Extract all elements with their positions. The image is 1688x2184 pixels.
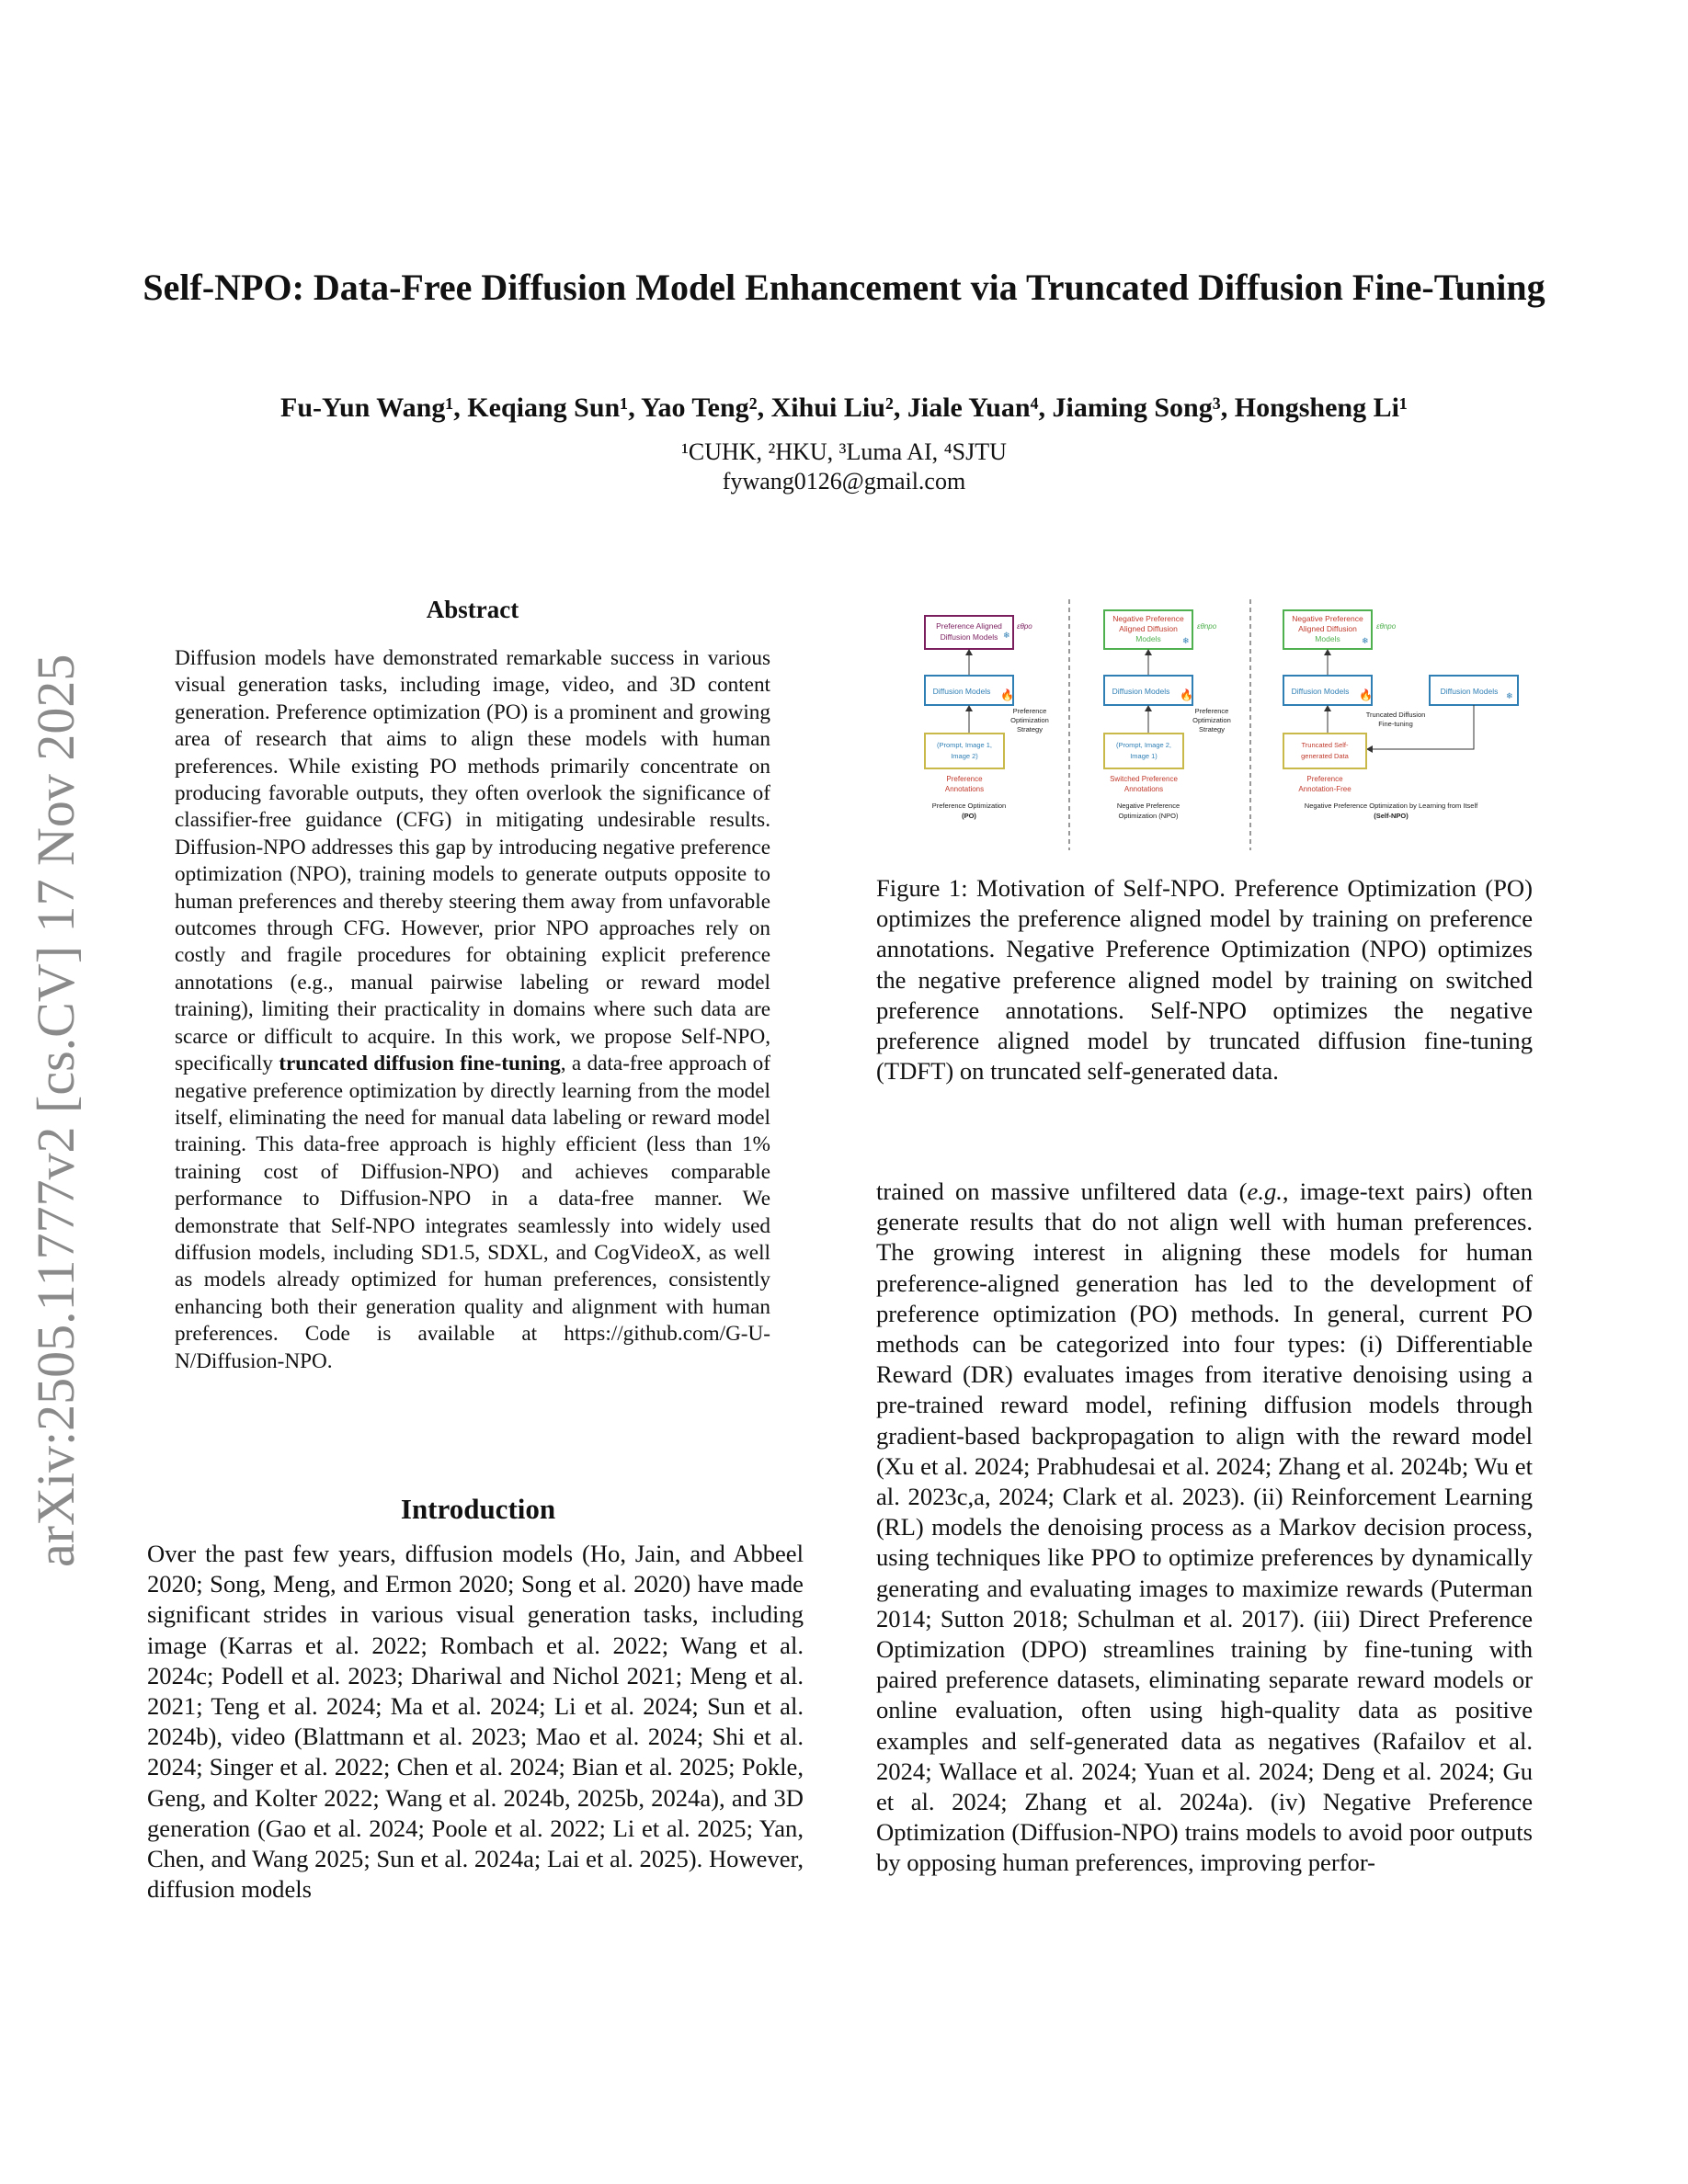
arxiv-id-text: arXiv:2505.11777v2 [cs.CV] 17 Nov 2025: [26, 654, 86, 1567]
npo-strategy-2: Optimization: [1192, 716, 1231, 724]
paper-title: Self-NPO: Data-Free Diffusion Model Enhancement via Truncated Diffusion Fine-Tuning: [143, 267, 1545, 308]
panel-npo: [1104, 610, 1231, 820]
self-tdft-2: Fine-tuning: [1378, 720, 1413, 728]
intro-right-part1: trained on massive unfiltered data (: [876, 1177, 1248, 1205]
panel-po: [925, 616, 1049, 820]
self-data-1: Truncated Self-: [1301, 741, 1349, 749]
npo-annot-2: Annotations: [1123, 785, 1164, 793]
intro-right-eg: e.g.: [1247, 1177, 1283, 1205]
contact-email[interactable]: fywang0126@gmail.com: [722, 468, 966, 495]
self-label-1: Negative Preference Optimization by Learning from Itself: [1304, 802, 1478, 810]
figure-1-diagram: [908, 597, 1534, 850]
figure-1-caption: Figure 1: Motivation of Self-NPO. Preference Optimization (PO) optimizes the preference aligned model by training on preference annotations. Negative Preference Optimization (NPO) optimizes the negative preference aligned model by training on switched preference annotations. Self-NPO optimizes the negative preference aligned model by truncated diffusion fine-tuning (TDFT) on truncated self-generated data.: [876, 874, 1533, 1086]
abstract-text-part1: Diffusion models have demonstrated remarkable success in various visual generation tasks, including image, video, and 3D content generation. Preference optimization (PO) is a prominent and growing area of research that aims to align these models with human preferences. While existing PO methods primarily concentrate on producing favorable outputs, they often overlook the significance of classifier-free guidance (CFG) in mitigating undesirable results. Diffusion-NPO addresses this gap by introducing negative preference optimization (NPO), training models to generate outputs opposite to human preferences and thereby steering them away from unfavorable outcomes through CFG. However, prior NPO approaches rely on costly and fragile procedures for obtaining explicit preference annotations (e.g., manual pairwise labeling or reward model training), limiting their practicality in domains where such data are scarce or difficult to acquire. In this work, we propose Self-NPO, specifically: [175, 646, 770, 1076]
po-arrowhead-up: [965, 649, 973, 655]
po-label-2: (PO): [962, 812, 976, 820]
snowflake-icon: ❄: [1182, 636, 1190, 645]
po-data-1: (Prompt, Image 1,: [936, 741, 993, 749]
self-annot-2: Annotation-Free: [1298, 785, 1352, 793]
self-diffusion-label: Diffusion Models: [1291, 687, 1350, 696]
npo-aligned-label-2: Aligned Diffusion: [1119, 624, 1178, 633]
self-tdft-1: Truncated Diffusion: [1365, 711, 1426, 719]
po-aligned-label-2: Diffusion Models: [940, 632, 998, 642]
po-strategy-3: Strategy: [1017, 725, 1043, 734]
po-epsilon: εθpo: [1017, 622, 1032, 631]
self-data-box: [1283, 734, 1366, 768]
intro-left-column: Over the past few years, diffusion models (Ho, Jain, and Abbeel 2020; Song, Meng, and Ermon 2020; Song et al. 2020) have made significant strides in various visual generation tasks, including image (Karras et al. 2022; Rombach et al. 2022; Wang et al. 2024c; Podell et al. 2023; Dhariwal and Nichol 2021; Meng et al. 2021; Teng et al. 2024; Ma et al. 2024; Li et al. 2024; Sun et al. 2024b), video (Blattmann et al. 2023; Mao et al. 2024; Shi et al. 2024; Singer et al. 2022; Chen et al. 2024; Bian et al. 2025; Pokle, Geng, and Kolter 2022; Wang et al. 2024b, 2025b, 2024a), and 3D generation (Gao et al. 2024; Poole et al. 2022; Li et al. 2025; Yan, Chen, and Wang 2025; Sun et al. 2024a; Lai et al. 2025). However, diffusion models: [147, 1540, 804, 1904]
npo-epsilon: εθnpo: [1197, 622, 1217, 631]
npo-data-1: (Prompt, Image 2,: [1115, 741, 1172, 749]
flame-icon: 🔥: [1180, 688, 1193, 701]
intro-right-column: [876, 1177, 1533, 1879]
po-annot-2: Annotations: [944, 785, 985, 793]
introduction-heading: Introduction: [400, 1493, 556, 1525]
self-epsilon: εθnpo: [1376, 622, 1397, 631]
npo-aligned-label-1: Negative Preference: [1112, 614, 1184, 623]
npo-arrowhead-up: [1145, 649, 1152, 655]
panel-self-npo: [1283, 610, 1518, 820]
flame-icon: 🔥: [1359, 688, 1373, 701]
npo-label-2: Optimization (NPO): [1118, 812, 1179, 820]
po-arrowhead-mid: [965, 705, 973, 711]
self-arrowhead-up: [1324, 649, 1331, 655]
npo-diffusion-label: Diffusion Models: [1112, 687, 1170, 696]
npo-aligned-label-3: Models: [1135, 634, 1161, 643]
flame-icon: 🔥: [1000, 688, 1014, 701]
po-data-box: [925, 734, 1004, 768]
npo-annot-1: Switched Preference: [1110, 775, 1178, 783]
author-list: Fu-Yun Wang¹, Keqiang Sun¹, Yao Teng², Xihui Liu², Jiale Yuan⁴, Jiaming Song³, Hongsheng Li¹: [280, 392, 1408, 423]
po-diffusion-label: Diffusion Models: [932, 687, 991, 696]
snowflake-icon: ❄: [1506, 691, 1513, 700]
self-annot-1: Preference: [1306, 775, 1343, 783]
intro-right-part2: , image-text pairs) often generate results that do not align well with human preferences. The growing interest in aligning these models for human preference-aligned generation has led to the development of preference optimization (PO) methods. In general, current PO methods can be categorized into four types: (i) Differentiable Reward (DR) evaluates images from iterative denoising using a pre-trained reward model, refining diffusion models through gradient-based backpropagation to align with the reward model (Xu et al. 2024; Prabhudesai et al. 2024; Zhang et al. 2024b; Wu et al. 2023c,a, 2024; Clark et al. 2023). (ii) Reinforcement Learning (RL) models the denoising process as a Markov decision process, using techniques like PPO to optimize preferences by dynamically generating and evaluating images to maximize rewards (Puterman 2014; Sutton 2018; Schulman et al. 2017). (iii) Direct Preference Optimization (DPO) streamlines training by fine-tuning with paired preference datasets, eliminating separate reward models or online evaluation, often using high-quality data as positive examples and self-generated data as negatives (Rafailov et al. 2024; Wallace et al. 2024; Yuan et al. 2024; Deng et al. 2024; Gu et al. 2024; Zhang et al. 2024a). (iv) Negative Preference Optimization (Diffusion-NPO) trains models to avoid poor outputs by opposing human preferences, improving perfor-: [876, 1177, 1534, 1877]
arxiv-identifier: [26, 597, 90, 1572]
po-strategy-1: Preference: [1012, 707, 1047, 715]
po-label-1: Preference Optimization: [931, 802, 1007, 810]
self-aligned-label-1: Negative Preference: [1292, 614, 1363, 623]
po-data-2: Image 2): [951, 752, 978, 760]
abstract-heading: Abstract: [426, 596, 519, 623]
po-aligned-label-1: Preference Aligned: [936, 621, 1002, 631]
npo-strategy-3: Strategy: [1199, 725, 1225, 734]
npo-arrowhead-mid: [1145, 705, 1152, 711]
self-aligned-label-2: Aligned Diffusion: [1298, 624, 1357, 633]
po-annot-1: Preference: [946, 775, 983, 783]
self-label-2: (Self-NPO): [1374, 812, 1409, 820]
affiliations: ¹CUHK, ²HKU, ³Luma AI, ⁴SJTU: [681, 438, 1007, 465]
npo-data-box: [1104, 734, 1183, 768]
npo-data-2: Image 1): [1130, 752, 1158, 760]
abstract-text: [175, 645, 770, 1375]
self-feed-arrowhead: [1366, 745, 1373, 753]
npo-strategy-1: Preference: [1194, 707, 1229, 715]
self-aligned-label-3: Models: [1315, 634, 1340, 643]
self-side-diffusion-label: Diffusion Models: [1440, 687, 1499, 696]
po-strategy-2: Optimization: [1010, 716, 1049, 724]
npo-label-1: Negative Preference: [1116, 802, 1180, 810]
abstract-bold-term: truncated diffusion fine-tuning: [279, 1052, 561, 1076]
abstract-text-part2: , a data-free approach of negative preference optimization by directly learning from the model itself, eliminating the need for manual data labeling or reward model training. This data-free approach is highly efficient (less than 1% training cost of Diffusion-NPO) and achieves comparable performance to Diffusion-NPO in a data-free manner. We demonstrate that Self-NPO integrates seamlessly into widely used diffusion models, including SD1.5, SDXL, and CogVideoX, as well as models already optimized for human preferences, consistently enhancing both their generation quality and alignment with human preferences. Code is available at https://github.com/G-U-N/Diffusion-NPO.: [175, 1052, 770, 1373]
self-data-2: generated Data: [1301, 752, 1349, 760]
snowflake-icon: ❄: [1003, 631, 1010, 640]
self-arrowhead-mid: [1324, 705, 1331, 711]
snowflake-icon: ❄: [1362, 636, 1369, 645]
